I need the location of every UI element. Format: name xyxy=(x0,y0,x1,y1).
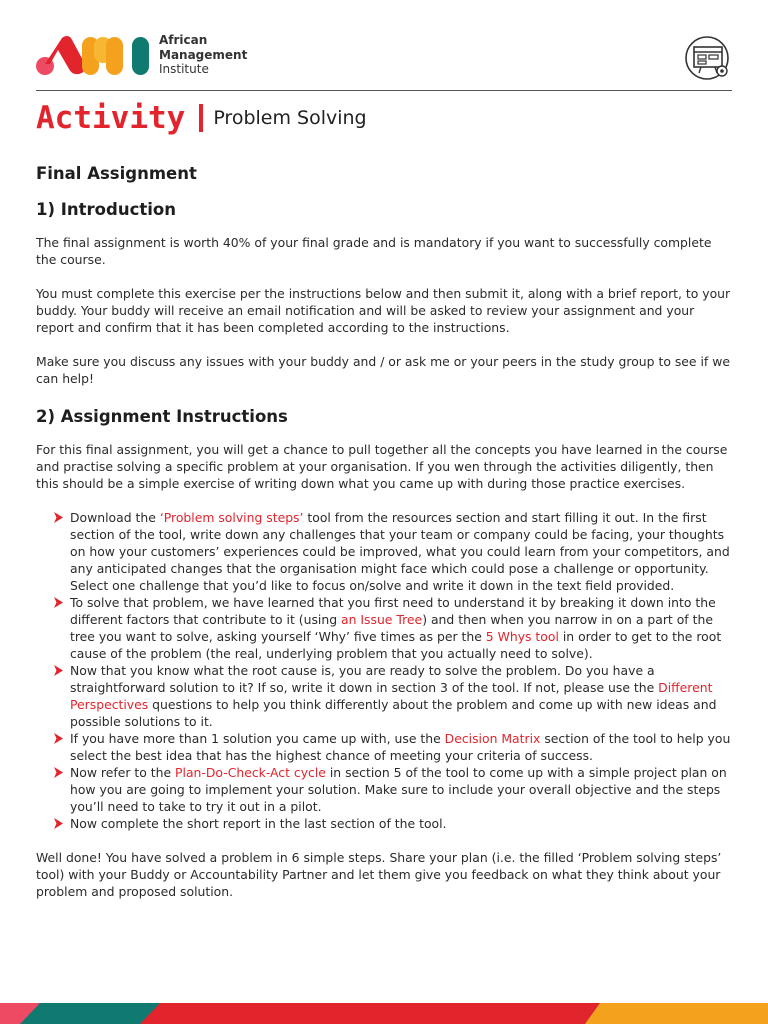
red-arrow-bullet-icon xyxy=(54,512,63,523)
page-title xyxy=(36,100,367,146)
heading-introduction: 1) Introduction xyxy=(36,200,176,219)
red-arrow-bullet-icon xyxy=(54,818,63,829)
heading-assignment-instructions: 2) Assignment Instructions xyxy=(36,407,288,426)
list-item xyxy=(70,662,732,730)
problem-solving-steps-link[interactable]: ‘Problem solving steps’ xyxy=(159,510,304,525)
heading-final-assignment: Final Assignment xyxy=(36,164,197,183)
logo-line-2: Management xyxy=(159,47,248,62)
intro-paragraph-3: Make sure you discuss any issues with your buddy and / or ask me or your peers in the study group to see if we can help! xyxy=(36,354,730,386)
intro-paragraph-1: The final assignment is worth 40% of your final grade and is mandatory if you want to successfully complete the course. xyxy=(36,235,712,267)
footer-color-band xyxy=(0,1003,768,1024)
red-arrow-bullet-icon xyxy=(54,733,63,744)
closing-paragraph: Well done! You have solved a problem in 6 simple steps. Share your plan (i.e. the filled ‘Problem solving steps’ tool) with your Buddy or Accountability Partner and let them give you feedback on what they think about your problem and proposed solution. xyxy=(36,850,722,899)
list-item xyxy=(70,815,732,832)
pdca-cycle-link[interactable]: Plan-Do-Check-Act cycle xyxy=(175,765,326,780)
logo-line-1: African xyxy=(159,33,208,47)
red-arrow-bullet-icon xyxy=(54,597,63,608)
ami-logo xyxy=(36,34,152,78)
header-divider xyxy=(36,90,732,91)
list-item xyxy=(70,509,732,594)
decision-matrix-link[interactable]: Decision Matrix xyxy=(444,731,541,746)
step-text: in section 5 of the tool to come up with a simple project plan on how you are going to implement your solution. Make sure to include your overall objective and the steps you’ll need to take to try it out in a pilot. xyxy=(70,765,727,814)
red-arrow-bullet-icon xyxy=(54,767,63,778)
title-main: Activity xyxy=(36,100,186,136)
step-text: questions to help you think differently about the problem and come up with new ideas and possible solutions to it. xyxy=(70,697,717,729)
step-text: Now refer to the xyxy=(70,765,176,780)
step-text: tool from the resources section and start filling it out. In the first section of the tool, write down any challenges that your team or company could be facing, your thoughts on how your customers’ experiences could be improved, what you could learn from your competitors, and any anticipated changes that the organisation might face which could pose a challenge or opportunity. Select one challenge that you’d like to focus on/solve and write it down in the text field provided. xyxy=(70,510,730,593)
issue-tree-link[interactable]: an Issue Tree xyxy=(341,612,423,627)
presentation-board-gear-icon xyxy=(684,35,732,81)
logo-line-3: Institute xyxy=(159,62,209,76)
title-subtitle: Problem Solving xyxy=(213,107,367,129)
step-text: Download the xyxy=(70,510,160,525)
step-text: ) and then when you narrow in on a part of the tree you want to solve, asking yourself ‘Why’ five times as per the xyxy=(70,612,713,644)
step-text: Now that you know what the root cause is, you are ready to solve the problem. Do you have a straightforward solution to it? If so, write it down in section 3 of the tool. If not, please use the xyxy=(70,663,659,695)
list-item xyxy=(70,764,732,815)
step-text: To solve that problem, we have learned that you first need to understand it by breaking it down into the different factors that contribute to it (using xyxy=(70,595,716,627)
step-text: in order to get to the root cause of the problem (the real, underlying problem that you actually need to solve). xyxy=(70,629,722,661)
title-separator xyxy=(199,104,203,132)
different-perspectives-link[interactable]: Different Perspectives xyxy=(70,680,713,712)
document-body xyxy=(36,162,732,917)
logo-wordmark xyxy=(159,33,247,77)
step-text: Now complete the short report in the last section of the tool. xyxy=(70,816,447,831)
red-arrow-bullet-icon xyxy=(54,665,63,676)
page-header xyxy=(36,30,732,90)
instructions-steps xyxy=(36,509,732,832)
step-text: section of the tool to help you select the best idea that has the highest chance of meeting your criteria of success. xyxy=(70,731,731,763)
list-item xyxy=(70,594,732,662)
step-text: If you have more than 1 solution you came up with, use the xyxy=(70,731,445,746)
intro-paragraph-2: You must complete this exercise per the instructions below and then submit it, along with a brief report, to your buddy. Your buddy will receive an email notification and will be asked to review your assignment and your report and confirm that it has been completed according to the instructions. xyxy=(36,286,731,335)
list-item xyxy=(70,730,732,764)
instructions-intro: For this final assignment, you will get a chance to pull together all the concepts you have learned in the course and practise solving a specific problem at your organisation. If you wen through the activities diligently, then this should be a simple exercise of writing down what you came up with during those practice exercises. xyxy=(36,442,728,491)
five-whys-link[interactable]: 5 Whys tool xyxy=(485,629,559,644)
